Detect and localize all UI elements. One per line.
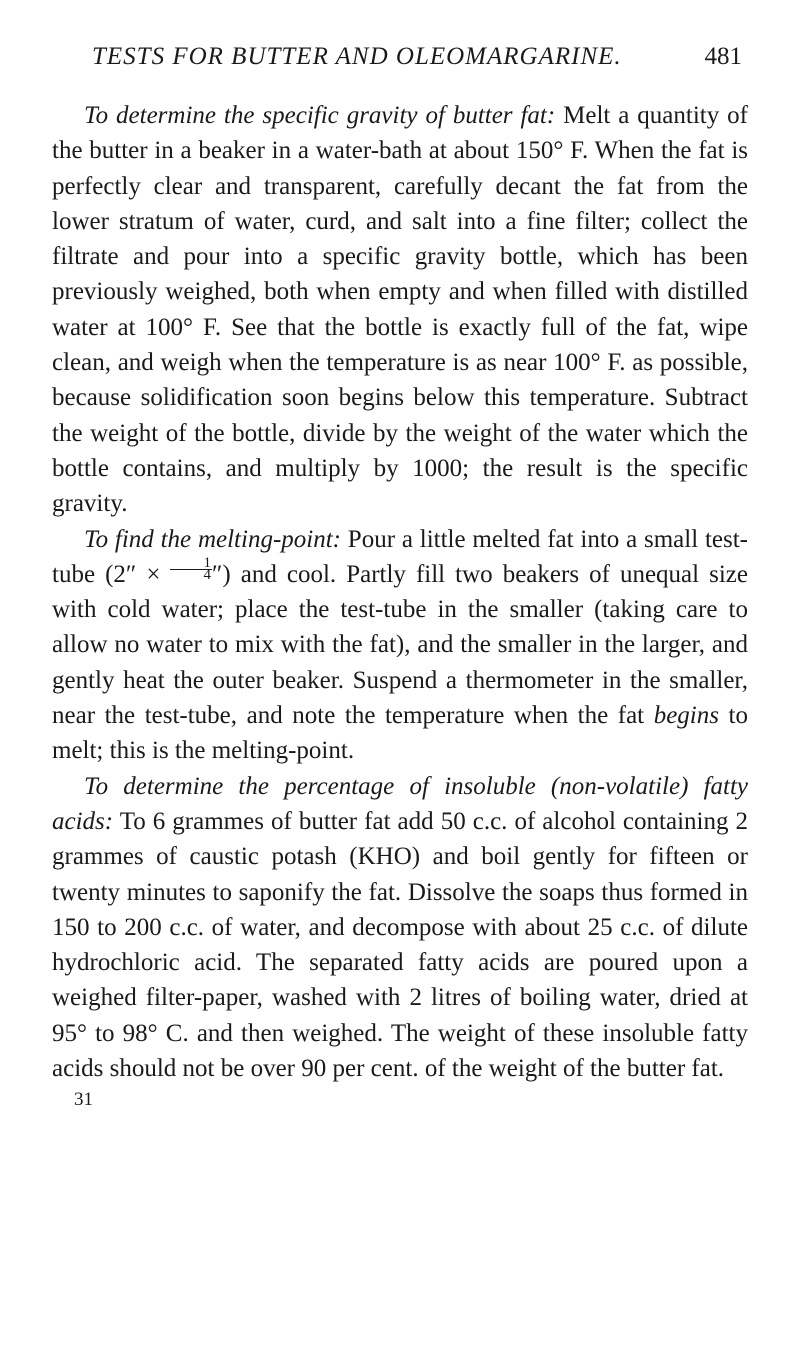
fraction-numerator: 1	[170, 558, 212, 570]
paragraph-melting-point	[52, 522, 748, 769]
running-title: TESTS FOR BUTTER AND OLEOMARGARINE.	[92, 43, 622, 70]
signature-mark: 31	[74, 1089, 93, 1111]
paragraph-heading: To determine the specific gravity of butter fat:	[84, 102, 556, 129]
emphasized-word: begins	[653, 702, 719, 730]
page-number: 481	[704, 43, 742, 70]
paragraph-text: ″) and cool. Partly fill two beakers of unequal size with cold water; place the test-tube in the smaller (taking care to allow no water to mix with the fat), and the smaller in the larger, and gently heat the outer beaker. Suspend a thermometer in the smaller, near the test-tube, and note the temperature when the fat	[52, 560, 748, 730]
paragraph-text: Pour a little melted fat into a small test-tube (2″ ×	[52, 525, 748, 588]
heading-part: ) fatty acids:	[52, 772, 748, 835]
fraction-denominator: 4	[203, 566, 211, 583]
heading-part: non-volatile	[559, 772, 681, 800]
book-page	[52, 40, 748, 1112]
body-text	[52, 98, 748, 1086]
heading-part: To determine the percentage of insoluble (	[84, 772, 560, 800]
page-header	[92, 40, 742, 78]
paragraph-text: Melt a quantity of the butter in a beaker in a water-bath at about 150° F. When the fat is perfectly clear and transparent, carefully decant the fat from the lower stratum of water, curd, and salt into a fine filter; collect the filtrate and pour into a specific gravity bottle, which has been previously weighed, both when empty and when filled with distilled water at 100° F. See that the bottle is exactly full of the fat, wipe clean, and weigh when the temperature is as near 100° F. as possible, because solidification soon begins below this temperature. Subtract the weight of the bottle, divide by the weight of the water which the bottle contains, and multiply by 1000; the result is the specific gravity.	[52, 102, 748, 518]
paragraph-specific-gravity	[52, 98, 748, 522]
paragraph-heading: To find the melting-point:	[84, 525, 341, 553]
fraction	[170, 554, 212, 583]
paragraph-text: to melt; this is the melting-point.	[52, 702, 748, 765]
paragraph-fatty-acids	[52, 769, 748, 1087]
paragraph-text: To 6 grammes of butter fat add 50 c.c. of alcohol containing 2 grammes of caustic potash (KHO) and boil gently for fifteen or twenty minutes to saponify the fat. Dissolve the soaps thus formed in 150 to 200 c.c. of water, and decompose with about 25 c.c. of dilute hydrochloric acid. The separated fatty acids are poured upon a weighed filter-paper, washed with 2 litres of boiling water, dried at 95° to 98° C. and then weighed. The weight of these insoluble fatty acids should not be over 90 per cent. of the weight of the butter fat.	[52, 807, 748, 1083]
